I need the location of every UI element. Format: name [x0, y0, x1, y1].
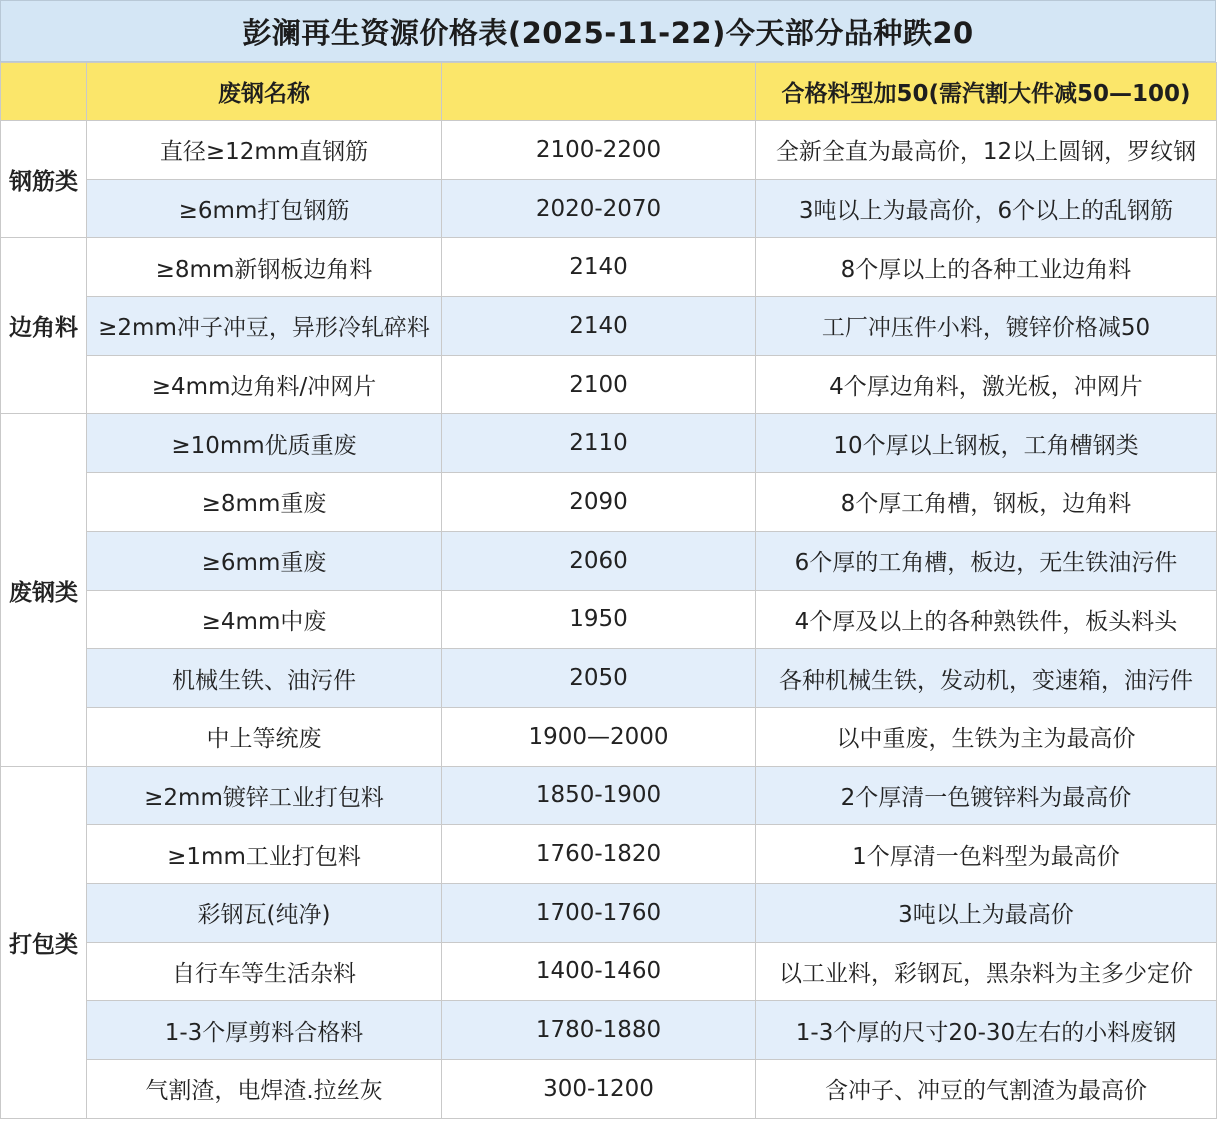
item-name-cell: 1-3个厚剪料合格料: [87, 1001, 442, 1060]
item-name-cell: 中上等统废: [87, 707, 442, 766]
price-cell: 1780-1880: [442, 1001, 756, 1060]
table-row: [1, 590, 1217, 649]
price-table: [0, 62, 1217, 1119]
table-row: [1, 355, 1217, 414]
item-name-cell: ≥1mm工业打包料: [87, 825, 442, 884]
table-header-row: [1, 63, 1217, 121]
price-cell: 1700-1760: [442, 883, 756, 942]
price-cell: 2110: [442, 414, 756, 473]
note-cell: 8个厚以上的各种工业边角料: [756, 238, 1217, 297]
price-cell: 2100: [442, 355, 756, 414]
item-name-cell: ≥4mm边角料/冲网片: [87, 355, 442, 414]
category-cell: 边角料: [1, 238, 87, 414]
note-cell: 各种机械生铁，发动机，变速箱，油污件: [756, 649, 1217, 708]
header-category: [1, 63, 87, 121]
item-name-cell: ≥8mm重废: [87, 473, 442, 532]
item-name-cell: 自行车等生活杂料: [87, 942, 442, 1001]
table-row: [1, 883, 1217, 942]
table-row: [1, 297, 1217, 356]
item-name-cell: ≥6mm重废: [87, 531, 442, 590]
note-cell: 10个厚以上钢板，工角槽钢类: [756, 414, 1217, 473]
price-cell: 1400-1460: [442, 942, 756, 1001]
table-row: [1, 766, 1217, 825]
category-cell: 废钢类: [1, 414, 87, 766]
price-cell: 1760-1820: [442, 825, 756, 884]
table-row: [1, 121, 1217, 180]
price-cell: 300-1200: [442, 1060, 756, 1119]
price-cell: 2020-2070: [442, 179, 756, 238]
table-row: [1, 825, 1217, 884]
item-name-cell: 机械生铁、油污件: [87, 649, 442, 708]
item-name-cell: ≥10mm优质重废: [87, 414, 442, 473]
table-row: [1, 414, 1217, 473]
table-row: [1, 707, 1217, 766]
item-name-cell: ≥2mm镀锌工业打包料: [87, 766, 442, 825]
category-cell: 钢筋类: [1, 121, 87, 238]
price-cell: 2140: [442, 238, 756, 297]
item-name-cell: ≥8mm新钢板边角料: [87, 238, 442, 297]
item-name-cell: ≥6mm打包钢筋: [87, 179, 442, 238]
table-row: [1, 531, 1217, 590]
note-cell: 以工业料，彩钢瓦，黑杂料为主多少定价: [756, 942, 1217, 1001]
header-price: [442, 63, 756, 121]
table-body: [1, 121, 1217, 1119]
header-note: 合格料型加50(需汽割大件减50—100): [756, 63, 1217, 121]
note-cell: 3吨以上为最高价，6个以上的乱钢筋: [756, 179, 1217, 238]
note-cell: 1个厚清一色料型为最高价: [756, 825, 1217, 884]
table-row: [1, 473, 1217, 532]
note-cell: 工厂冲压件小料，镀锌价格减50: [756, 297, 1217, 356]
category-cell: 打包类: [1, 766, 87, 1118]
item-name-cell: ≥4mm中废: [87, 590, 442, 649]
table-row: [1, 942, 1217, 1001]
header-name: 废钢名称: [87, 63, 442, 121]
price-cell: 2060: [442, 531, 756, 590]
price-cell: 2050: [442, 649, 756, 708]
price-cell: 2100-2200: [442, 121, 756, 180]
table-row: [1, 649, 1217, 708]
note-cell: 6个厚的工角槽，板边，无生铁油污件: [756, 531, 1217, 590]
note-cell: 3吨以上为最高价: [756, 883, 1217, 942]
table-row: [1, 179, 1217, 238]
price-cell: 2140: [442, 297, 756, 356]
note-cell: 以中重废，生铁为主为最高价: [756, 707, 1217, 766]
note-cell: 含冲子、冲豆的气割渣为最高价: [756, 1060, 1217, 1119]
note-cell: 4个厚边角料，激光板，冲网片: [756, 355, 1217, 414]
price-cell: 1850-1900: [442, 766, 756, 825]
item-name-cell: 直径≥12mm直钢筋: [87, 121, 442, 180]
price-cell: 1950: [442, 590, 756, 649]
table-row: [1, 238, 1217, 297]
item-name-cell: 彩钢瓦(纯净): [87, 883, 442, 942]
item-name-cell: ≥2mm冲子冲豆，异形冷轧碎料: [87, 297, 442, 356]
note-cell: 8个厚工角槽，钢板，边角料: [756, 473, 1217, 532]
table-row: [1, 1060, 1217, 1119]
note-cell: 4个厚及以上的各种熟铁件，板头料头: [756, 590, 1217, 649]
price-cell: 2090: [442, 473, 756, 532]
note-cell: 2个厚清一色镀锌料为最高价: [756, 766, 1217, 825]
page-title: 彭澜再生资源价格表(2025-11-22)今天部分品种跌20: [0, 0, 1216, 62]
note-cell: 1-3个厚的尺寸20-30左右的小料废钢: [756, 1001, 1217, 1060]
price-cell: 1900—2000: [442, 707, 756, 766]
note-cell: 全新全直为最高价，12以上圆钢，罗纹钢: [756, 121, 1217, 180]
item-name-cell: 气割渣，电焊渣.拉丝灰: [87, 1060, 442, 1119]
table-row: [1, 1001, 1217, 1060]
